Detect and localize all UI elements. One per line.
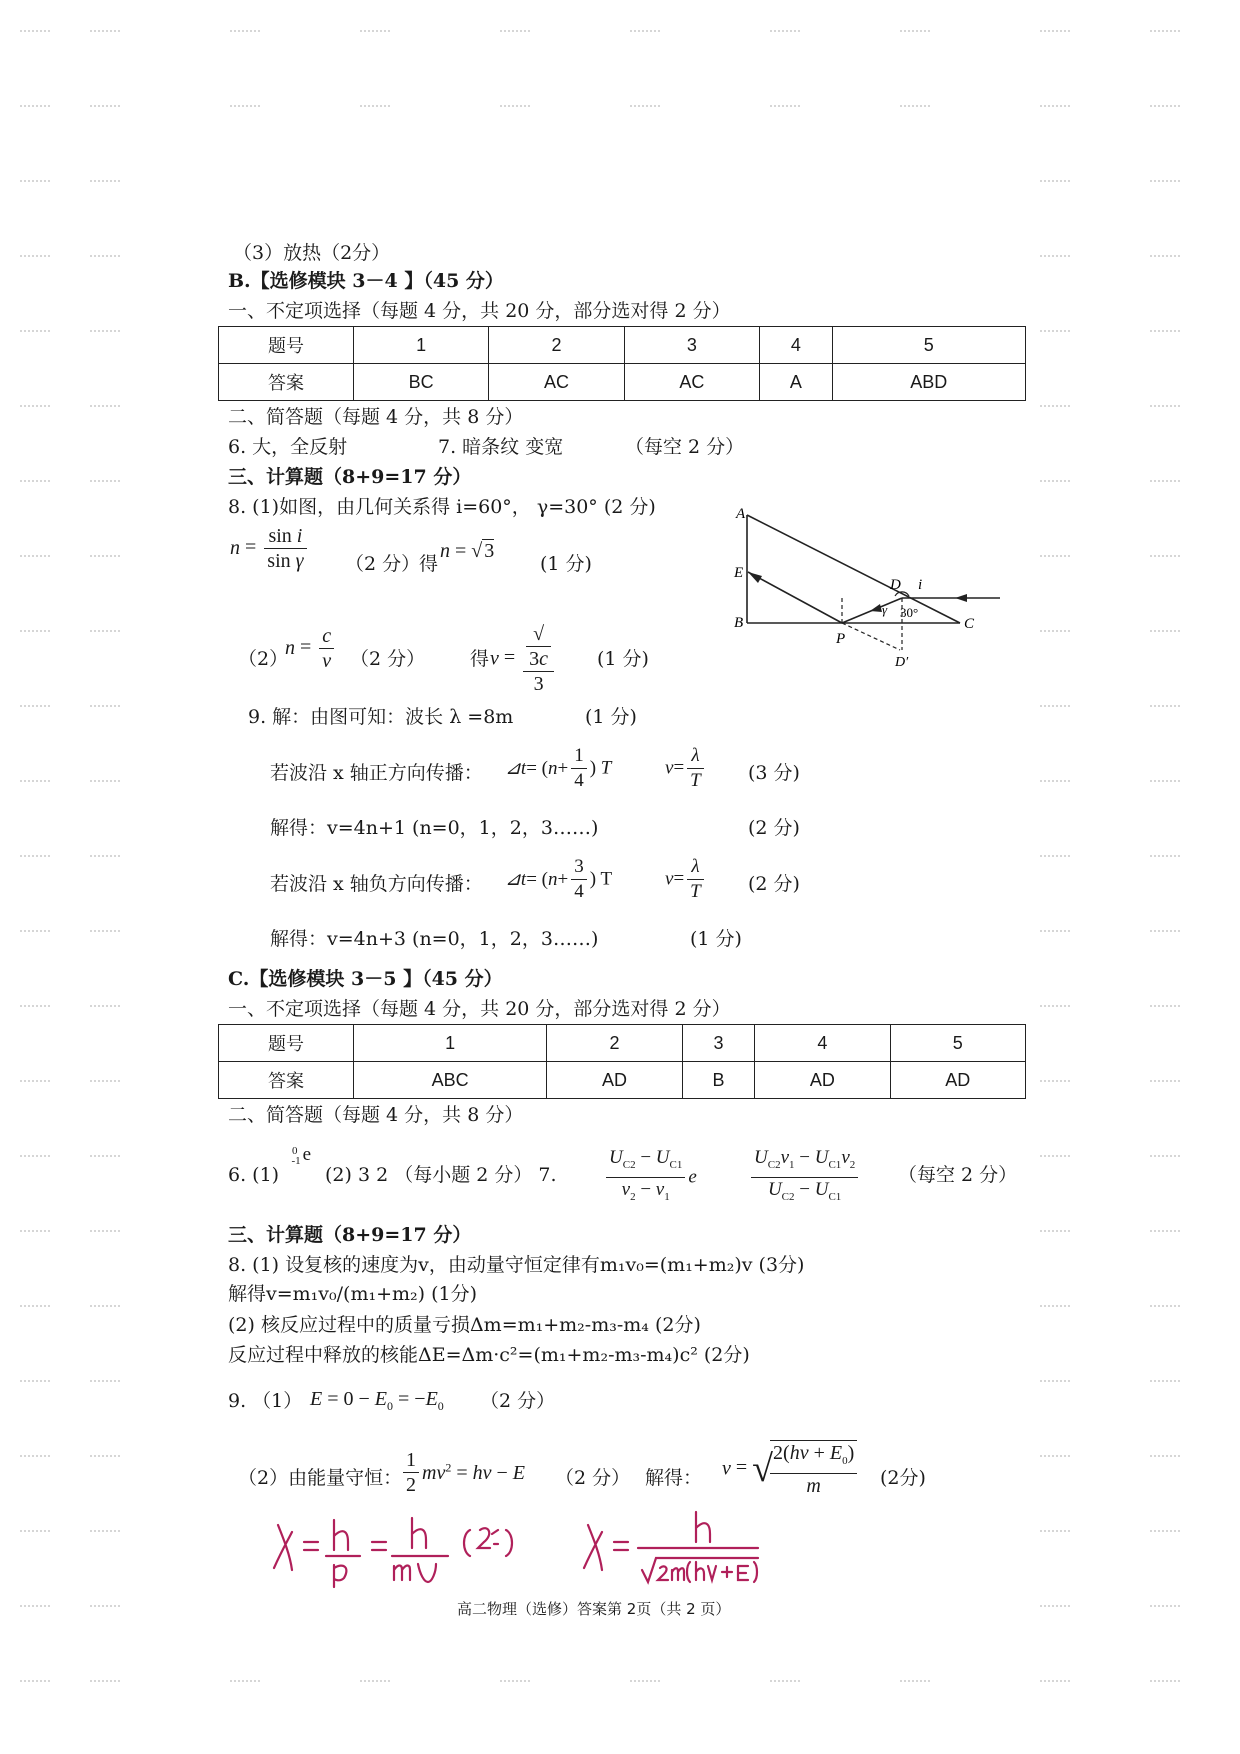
watermark-mark bbox=[20, 180, 50, 185]
section-b-q2-heading: 二、简答题（每题 4 分，共 8 分） bbox=[228, 406, 524, 428]
section-c-q8-line1: 8. (1) 设复核的速度为v，由动量守恒定律有m₁v₀=(m₁+m₂)v (3分) bbox=[228, 1254, 805, 1276]
watermark-mark bbox=[90, 480, 120, 485]
watermark-mark bbox=[20, 1680, 50, 1685]
section-b-q7-answer: 7. 暗条纹 变宽 bbox=[438, 436, 564, 458]
formula-dt-neg: ⊿t= (n+ $\frac{3}{4}$ ) T bbox=[505, 856, 613, 902]
label-e: E bbox=[734, 565, 744, 581]
q8-de2: 得 bbox=[470, 648, 490, 670]
table-cell: 3 bbox=[682, 1025, 755, 1062]
section-c-q9-line1-prefix: 9. （1） bbox=[228, 1390, 303, 1412]
watermark-mark bbox=[20, 405, 50, 410]
arrow-mid bbox=[870, 604, 882, 612]
watermark-mark bbox=[20, 1005, 50, 1010]
label-c: C bbox=[964, 616, 975, 632]
watermark-mark bbox=[90, 555, 120, 560]
formula-dt-pos: ⊿t= (n+ $\frac{1}{4}$ ) T bbox=[505, 745, 612, 791]
table-row bbox=[219, 327, 1026, 364]
watermark-mark bbox=[230, 105, 260, 110]
watermark-mark bbox=[500, 105, 530, 110]
watermark-mark bbox=[1150, 705, 1180, 710]
watermark-mark bbox=[770, 30, 800, 35]
section-c-q9-line2-sol: 解得： bbox=[645, 1467, 703, 1489]
watermark-mark bbox=[1040, 1455, 1070, 1460]
table-cell: 2 bbox=[489, 327, 624, 364]
table-header-num: 题号 bbox=[219, 1025, 354, 1062]
formula-v-lambda-1: v= $\frac{\lambda}{T}$ bbox=[665, 744, 707, 793]
q9-neg: 若波沿 x 轴负方向传播： bbox=[270, 873, 483, 895]
q8-de: 得 bbox=[419, 553, 439, 575]
label-angle: 30° bbox=[900, 605, 919, 620]
hw-lambda-1 bbox=[274, 1525, 292, 1570]
table-cell: 5 bbox=[832, 327, 1025, 364]
section-c-q2-heading: 二、简答题（每题 4 分，共 8 分） bbox=[228, 1104, 524, 1126]
watermark-mark bbox=[90, 330, 120, 335]
watermark-mark bbox=[630, 105, 660, 110]
watermark-mark bbox=[1040, 1305, 1070, 1310]
watermark-mark bbox=[20, 1155, 50, 1160]
table-cell: A bbox=[760, 364, 833, 401]
watermark-mark bbox=[20, 255, 50, 260]
section-c-q8-line2: 解得v=m₁v₀/(m₁+m₂) (1分) bbox=[228, 1283, 478, 1305]
q8-score-2: （2 分） bbox=[345, 553, 421, 575]
watermark-mark bbox=[1040, 630, 1070, 635]
section-b-title: B.【选修模块 3－4 】（45 分） bbox=[228, 270, 504, 292]
watermark-mark bbox=[230, 1680, 260, 1685]
watermark-mark bbox=[630, 30, 660, 35]
table-cell: AC bbox=[489, 364, 624, 401]
section-c-q8-line4: 反应过程中释放的核能ΔE=Δm·c²=(m₁+m₂-m₃-m₄)c² (2分) bbox=[228, 1344, 750, 1366]
watermark-mark bbox=[1040, 105, 1070, 110]
arrow-in bbox=[955, 594, 967, 602]
watermark-mark bbox=[90, 1455, 120, 1460]
formula-v: v = √ 3c 3 bbox=[490, 622, 557, 696]
section-b-q8-line1: 8. (1)如图，由几何关系得 i=60°， γ=30° (2 分) bbox=[228, 496, 656, 518]
watermark-mark bbox=[360, 30, 390, 35]
table-row bbox=[219, 1062, 1026, 1099]
q9-neg-sol: 解得：v=4n+3 (n=0，1，2，3……) bbox=[270, 928, 599, 950]
watermark-mark bbox=[1150, 630, 1180, 635]
watermark-mark bbox=[1150, 555, 1180, 560]
watermark-mark bbox=[900, 30, 930, 35]
q9-neg-sol-score: (1 分) bbox=[690, 928, 742, 950]
watermark-mark bbox=[90, 1605, 120, 1610]
watermark-mark bbox=[770, 1680, 800, 1685]
formula-n-cv: n = $\frac{c}{v}$ bbox=[285, 624, 337, 673]
watermark-mark bbox=[360, 1680, 390, 1685]
prism-diagram bbox=[710, 500, 1010, 670]
watermark-mark bbox=[20, 480, 50, 485]
section-b-q6-answer: 6. 大，全反射 bbox=[228, 436, 348, 458]
watermark-mark bbox=[20, 1605, 50, 1610]
watermark-mark bbox=[1150, 1680, 1180, 1685]
watermark-mark bbox=[90, 1080, 120, 1085]
section-b-answer-table bbox=[218, 326, 1026, 401]
watermark-mark bbox=[90, 855, 120, 860]
q9-pos-sol-score: (2 分) bbox=[748, 817, 800, 839]
section-c-q1-heading: 一、不定项选择（每题 4 分，共 20 分，部分选对得 2 分） bbox=[228, 998, 731, 1020]
watermark-mark bbox=[1150, 330, 1180, 335]
watermark-mark bbox=[1040, 1605, 1070, 1610]
watermark-mark bbox=[230, 30, 260, 35]
watermark-mark bbox=[1150, 780, 1180, 785]
section-c-q3-heading: 三、计算题（8+9=17 分） bbox=[228, 1224, 472, 1246]
watermark-mark bbox=[20, 930, 50, 935]
watermark-mark bbox=[1040, 255, 1070, 260]
watermark-mark bbox=[1150, 1230, 1180, 1235]
watermark-mark bbox=[90, 1155, 120, 1160]
watermark-mark bbox=[20, 1530, 50, 1535]
watermark-mark bbox=[1040, 1080, 1070, 1085]
formula-7b: $\frac{U_{C2}\nu_1 - U_{C1}\nu_2}{U_{C2} - U_{C1}}$ bbox=[748, 1146, 861, 1209]
watermark-mark bbox=[1040, 30, 1070, 35]
table-cell: 4 bbox=[760, 327, 833, 364]
handwritten-notes bbox=[270, 1500, 870, 1590]
watermark-mark bbox=[90, 405, 120, 410]
q9-pos: 若波沿 x 轴正方向传播： bbox=[270, 762, 483, 784]
section-c-q8-line3: (2) 核反应过程中的质量亏损Δm=m₁+m₂-m₃-m₄ (2分) bbox=[228, 1314, 701, 1336]
q9-pos-sol: 解得：v=4n+1 (n=0，1，2，3……) bbox=[270, 817, 599, 839]
q8-score-2b: （2 分） bbox=[350, 648, 426, 670]
watermark-mark bbox=[1040, 855, 1070, 860]
watermark-mark bbox=[90, 705, 120, 710]
table-row bbox=[219, 364, 1026, 401]
watermark-mark bbox=[20, 30, 50, 35]
dashed-pd bbox=[842, 623, 900, 650]
table-header-num: 题号 bbox=[219, 327, 354, 364]
watermark-mark bbox=[1150, 930, 1180, 935]
section-b-q1-heading: 一、不定项选择（每题 4 分，共 20 分，部分选对得 2 分） bbox=[228, 300, 731, 322]
watermark-mark bbox=[770, 105, 800, 110]
watermark-mark bbox=[1040, 780, 1070, 785]
table-cell: 4 bbox=[755, 1025, 890, 1062]
watermark-mark bbox=[1150, 1155, 1180, 1160]
label-gamma: γ bbox=[882, 602, 888, 617]
section-c-answer-table bbox=[218, 1024, 1026, 1099]
q9-pos-score: (3 分) bbox=[748, 762, 800, 784]
section-b-q67-score: （每空 2 分） bbox=[625, 436, 745, 458]
watermark-mark bbox=[1150, 30, 1180, 35]
watermark-mark bbox=[1150, 180, 1180, 185]
table-cell: AD bbox=[755, 1062, 890, 1099]
page-footer: 高二物理（选修）答案第 2页（共 2 页） bbox=[457, 1600, 731, 1618]
watermark-mark bbox=[90, 1380, 120, 1385]
watermark-mark bbox=[1040, 330, 1070, 335]
formula-positron: $^0$-1 e bbox=[291, 1144, 312, 1167]
hw-lambda-2 bbox=[584, 1525, 602, 1570]
table-cell: BC bbox=[354, 364, 489, 401]
watermark-mark bbox=[20, 555, 50, 560]
table-cell: ABD bbox=[832, 364, 1025, 401]
table-header-ans: 答案 bbox=[219, 364, 354, 401]
formula-energy: $\frac{1}{2}$ $mv^2 = h\nu - E$ bbox=[400, 1448, 525, 1497]
watermark-mark bbox=[1150, 1380, 1180, 1385]
q8-part2: （2） bbox=[238, 648, 289, 670]
table-cell: 1 bbox=[354, 327, 489, 364]
table-cell: 2 bbox=[547, 1025, 682, 1062]
section-b-q3-heading: 三、计算题（8+9=17 分） bbox=[228, 466, 472, 488]
watermark-mark bbox=[1150, 1530, 1180, 1535]
watermark-mark bbox=[1040, 1380, 1070, 1385]
watermark-mark bbox=[1150, 1005, 1180, 1010]
watermark-mark bbox=[90, 1230, 120, 1235]
q8-score-1b: (1 分) bbox=[597, 648, 649, 670]
watermark-mark bbox=[20, 1455, 50, 1460]
arrow-e bbox=[748, 572, 762, 583]
label-dprime: D′ bbox=[895, 655, 909, 670]
watermark-mark bbox=[1040, 930, 1070, 935]
watermark-mark bbox=[20, 1080, 50, 1085]
part-a-tail: （3）放热（2分） bbox=[233, 242, 391, 264]
section-c-title: C.【选修模块 3－5 】（45 分） bbox=[228, 968, 503, 990]
label-p: P bbox=[836, 631, 846, 647]
watermark-mark bbox=[90, 180, 120, 185]
table-cell: AD bbox=[890, 1062, 1025, 1099]
watermark-mark bbox=[90, 1005, 120, 1010]
watermark-mark bbox=[20, 330, 50, 335]
watermark-mark bbox=[20, 1230, 50, 1235]
watermark-mark bbox=[900, 1680, 930, 1685]
watermark-mark bbox=[1040, 180, 1070, 185]
watermark-mark bbox=[20, 855, 50, 860]
watermark-mark bbox=[1040, 405, 1070, 410]
formula-v-sqrt: v = √ $\frac{2(h\nu + E_0)}{m}$ bbox=[722, 1440, 860, 1498]
table-cell: 5 bbox=[890, 1025, 1025, 1062]
watermark-mark bbox=[90, 930, 120, 935]
q9-score-1: (1 分) bbox=[585, 706, 637, 728]
watermark-mark bbox=[1040, 1155, 1070, 1160]
section-c-q6-prefix: 6. (1) bbox=[228, 1164, 280, 1186]
watermark-mark bbox=[90, 780, 120, 785]
watermark-mark bbox=[1040, 555, 1070, 560]
formula-v-lambda-2: v= $\frac{\lambda}{T}$ bbox=[665, 855, 707, 904]
watermark-mark bbox=[1150, 1080, 1180, 1085]
label-i: i bbox=[918, 577, 923, 593]
watermark-mark bbox=[90, 1530, 120, 1535]
formula-n-sqrt3: n = √ 3 bbox=[440, 540, 495, 562]
watermark-mark bbox=[1150, 1605, 1180, 1610]
table-cell: 3 bbox=[624, 327, 759, 364]
section-c-q6-rest: (2) 3 2 （每小题 2 分） 7. bbox=[325, 1164, 557, 1186]
watermark-mark bbox=[1150, 105, 1180, 110]
q8-score-1: (1 分) bbox=[540, 553, 592, 575]
label-d: D bbox=[890, 577, 901, 593]
watermark-mark bbox=[20, 1380, 50, 1385]
q9-neg-score: (2 分) bbox=[748, 873, 800, 895]
watermark-mark bbox=[1150, 855, 1180, 860]
watermark-mark bbox=[360, 105, 390, 110]
watermark-mark bbox=[90, 30, 120, 35]
watermark-mark bbox=[20, 705, 50, 710]
q9-line1: 9. 解：由图可知：波长 λ =8m bbox=[248, 706, 514, 728]
watermark-mark bbox=[20, 105, 50, 110]
section-c-q9-line2-score2: (2分) bbox=[880, 1467, 926, 1489]
formula-7a: $\frac{U_{C2} - U_{C1}}{\nu_2 - \nu_1}$ e bbox=[603, 1146, 697, 1209]
table-cell: AD bbox=[547, 1062, 682, 1099]
section-c-q7-score: （每空 2 分） bbox=[898, 1164, 1018, 1186]
section-c-q9-line2-score: （2 分） bbox=[555, 1467, 631, 1489]
watermark-mark bbox=[1040, 705, 1070, 710]
table-cell: 1 bbox=[354, 1025, 547, 1062]
watermark-mark bbox=[1150, 1305, 1180, 1310]
watermark-mark bbox=[500, 30, 530, 35]
watermark-mark bbox=[1150, 480, 1180, 485]
section-c-q9-line1-score: （2 分） bbox=[480, 1390, 556, 1412]
watermark-mark bbox=[1150, 1455, 1180, 1460]
watermark-mark bbox=[500, 1680, 530, 1685]
formula-n-sin: n = $\frac{\text{sin i}}{\text{sin γ}}$ bbox=[230, 524, 310, 573]
watermark-mark bbox=[1150, 405, 1180, 410]
watermark-mark bbox=[20, 630, 50, 635]
edge-ac bbox=[747, 515, 960, 623]
label-a: A bbox=[736, 506, 746, 522]
watermark-mark bbox=[630, 1680, 660, 1685]
watermark-mark bbox=[1040, 1530, 1070, 1535]
watermark-mark bbox=[1040, 1230, 1070, 1235]
watermark-mark bbox=[1040, 1680, 1070, 1685]
label-b: B bbox=[734, 615, 744, 631]
table-cell: ABC bbox=[354, 1062, 547, 1099]
table-row bbox=[219, 1025, 1026, 1062]
watermark-mark bbox=[20, 1305, 50, 1310]
table-header-ans: 答案 bbox=[219, 1062, 354, 1099]
formula-e: $E = 0 - E_0 = -E_0$ bbox=[310, 1388, 444, 1413]
watermark-mark bbox=[90, 105, 120, 110]
watermark-mark bbox=[1150, 255, 1180, 260]
table-cell: AC bbox=[624, 364, 759, 401]
watermark-mark bbox=[1040, 480, 1070, 485]
watermark-mark bbox=[20, 780, 50, 785]
reflected-ray bbox=[748, 572, 842, 623]
watermark-mark bbox=[900, 105, 930, 110]
watermark-mark bbox=[90, 630, 120, 635]
table-cell: B bbox=[682, 1062, 755, 1099]
watermark-mark bbox=[90, 1680, 120, 1685]
watermark-mark bbox=[90, 255, 120, 260]
section-c-q9-line2-prefix: （2）由能量守恒： bbox=[238, 1467, 403, 1489]
watermark-mark bbox=[90, 1305, 120, 1310]
watermark-mark bbox=[1040, 1005, 1070, 1010]
